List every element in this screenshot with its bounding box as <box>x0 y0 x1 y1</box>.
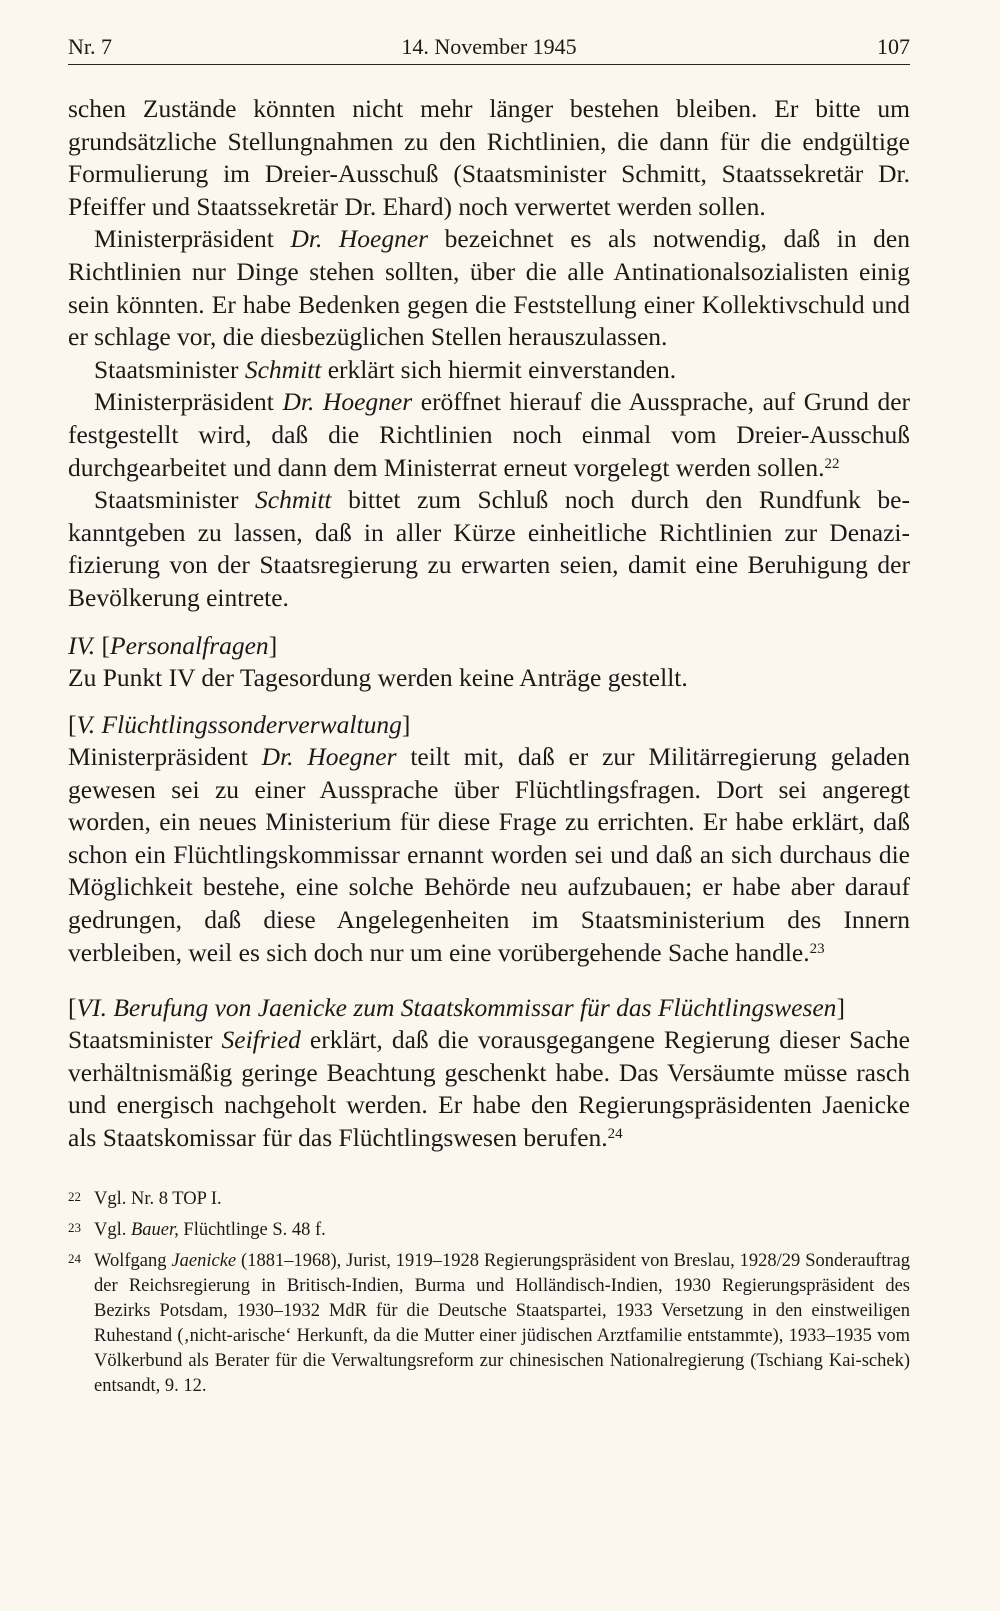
paragraph-4: Ministerpräsident Dr. Hoegner eröffnet hierauf die Aussprache, auf Grund der festgestellt wird, daß die Richtlinien noch einmal vom Dreier-Ausschuß durchgearbeitet und dann dem Ministerrat erneut vorgelegt werden sollen.$^{22}$ <box>68 387 911 482</box>
page-header <box>68 30 910 65</box>
document-page <box>68 30 910 1405</box>
paragraph-3: Staatsminister Schmitt erklärt sich hiermit einverstanden. <box>94 354 677 384</box>
header-date: 14. November 1945 <box>401 34 577 59</box>
footnote-22: 22 Vgl. Nr. 8 TOP I. <box>68 1188 222 1209</box>
footnotes <box>68 1187 910 1399</box>
speaker-name: Seifried <box>221 1025 301 1055</box>
section-heading-vi: [VI. Berufung von Jaenicke zum Staatskommissar für das Flüchtlingswesen] <box>68 993 845 1023</box>
page-number: 107 <box>877 34 910 59</box>
footnote-ref-23: 23 <box>809 940 825 957</box>
speaker-name: Dr. Hoegner <box>261 742 397 772</box>
footnote-ref-24: 24 <box>607 1126 623 1143</box>
section-heading-v: [V. Flüchtlingssonderverwaltung] <box>68 710 411 740</box>
paragraph-5: Staatsminister Schmitt bittet zum Schluß noch durch den Rundfunk bekanntgeben zu lassen, daß in aller Kürze einheitliche Richtlinien zur Denazifizierung von der Staatsregierung zu erwarten seien, damit eine Beruhigung der Bevölkerung eintrete. <box>68 485 910 612</box>
speaker-name: Schmitt <box>244 354 322 384</box>
issue-number: Nr. 7 <box>68 34 112 59</box>
footnote-23: 23 Vgl. Bauer, Flüchtlinge S. 48 f. <box>68 1219 326 1240</box>
section-heading-iv: IV. [Personalfragen] <box>68 630 278 660</box>
paragraph-1: schen Zustände könnten nicht mehr länger bestehen bleiben. Er bitte um grundsätzliche Stellungnahmen zu den Richtlinien, die dann für die endgültige Formulierung im Dreier-Ausschuß (Staatsminister Schmitt, Staatssekretär Dr. Pfeiffer und Staatssekretär Dr. Ehard) noch verwertet werden sollen. <box>68 94 910 221</box>
speaker-name: Schmitt <box>255 485 332 515</box>
footnote-24: 24 Wolfgang Jaenicke (1881–1968), Jurist, 1919–1928 Regierungspräsident von Breslau, 1928/29 Sonderauftrag der Reichsregierung in Britisch-Indien, Burma und Holländisch-Indien, 1930 Regierungspräsident des Bezirks Potsdam, 1930–1932 MdR für die Deutsche Staatspartei, 1933 Versetzung in den einstweiligen Ruhestand (‚nicht-arische‘ Herkunft, da die Mutter einer jüdischen Arztfamilie entstammte), 1933–1935 vom Völkerbund als Berater für die Verwaltungsreform zur chinesischen Nationalregierung (Tschiang Kai-schek) entsandt, 9. 12. <box>68 1250 910 1396</box>
speaker-name: Dr. Hoegner <box>282 387 413 417</box>
paragraph-7: Ministerpräsident Dr. Hoegner teilt mit, daß er zur Militärregierung geladen gewesen sei zu einer Aussprache über Flüchtlingsfragen. Dort sei angeregt worden, ein neues Ministerium für diese Frage zu errichten. Er habe erklärt, daß schon ein Flüchtlingskommissar ernannt worden sei und daß an sich durchaus die Möglichkeit bestehe, eine solche Behörde neu aufzubauen; er habe aber darauf gedrungen, daß diese Angelegenheiten im Staatsministerium des Innern verbleiben, weil es sich doch nur um eine vorübergehende Sache handle.$^{23}$ <box>68 742 910 967</box>
paragraph-8: Staatsminister Seifried erklärt, daß die vorausgegangene Regierung dieser Sache verhältnismäßig geringe Beachtung geschenkt habe. Das Versäumte müsse rasch und energisch nachgeholt werden. Er habe den Regierungspräsidenten Jaenicke als Staatskomissar für das Flüchtlingswesen berufen.$^{24}$ <box>68 1025 911 1153</box>
main-text <box>68 93 910 1155</box>
paragraph-6: Zu Punkt IV der Tagesordung werden keine Anträge gestellt. <box>68 662 688 692</box>
paragraph-2: Ministerpräsident Dr. Hoegner bezeichnet es als notwendig, daß in den Richtlinien nur Dinge stehen sollten, über die alle Antinationalsozialisten einig sein könnten. Er habe Bedenken gegen die Feststellung einer Kollektivschuld und er schlage vor, die diesbezüglichen Stellen herauszulassen. <box>68 224 911 352</box>
footnote-ref-22: 22 <box>824 455 840 472</box>
speaker-name: Dr. Hoegner <box>290 224 429 254</box>
